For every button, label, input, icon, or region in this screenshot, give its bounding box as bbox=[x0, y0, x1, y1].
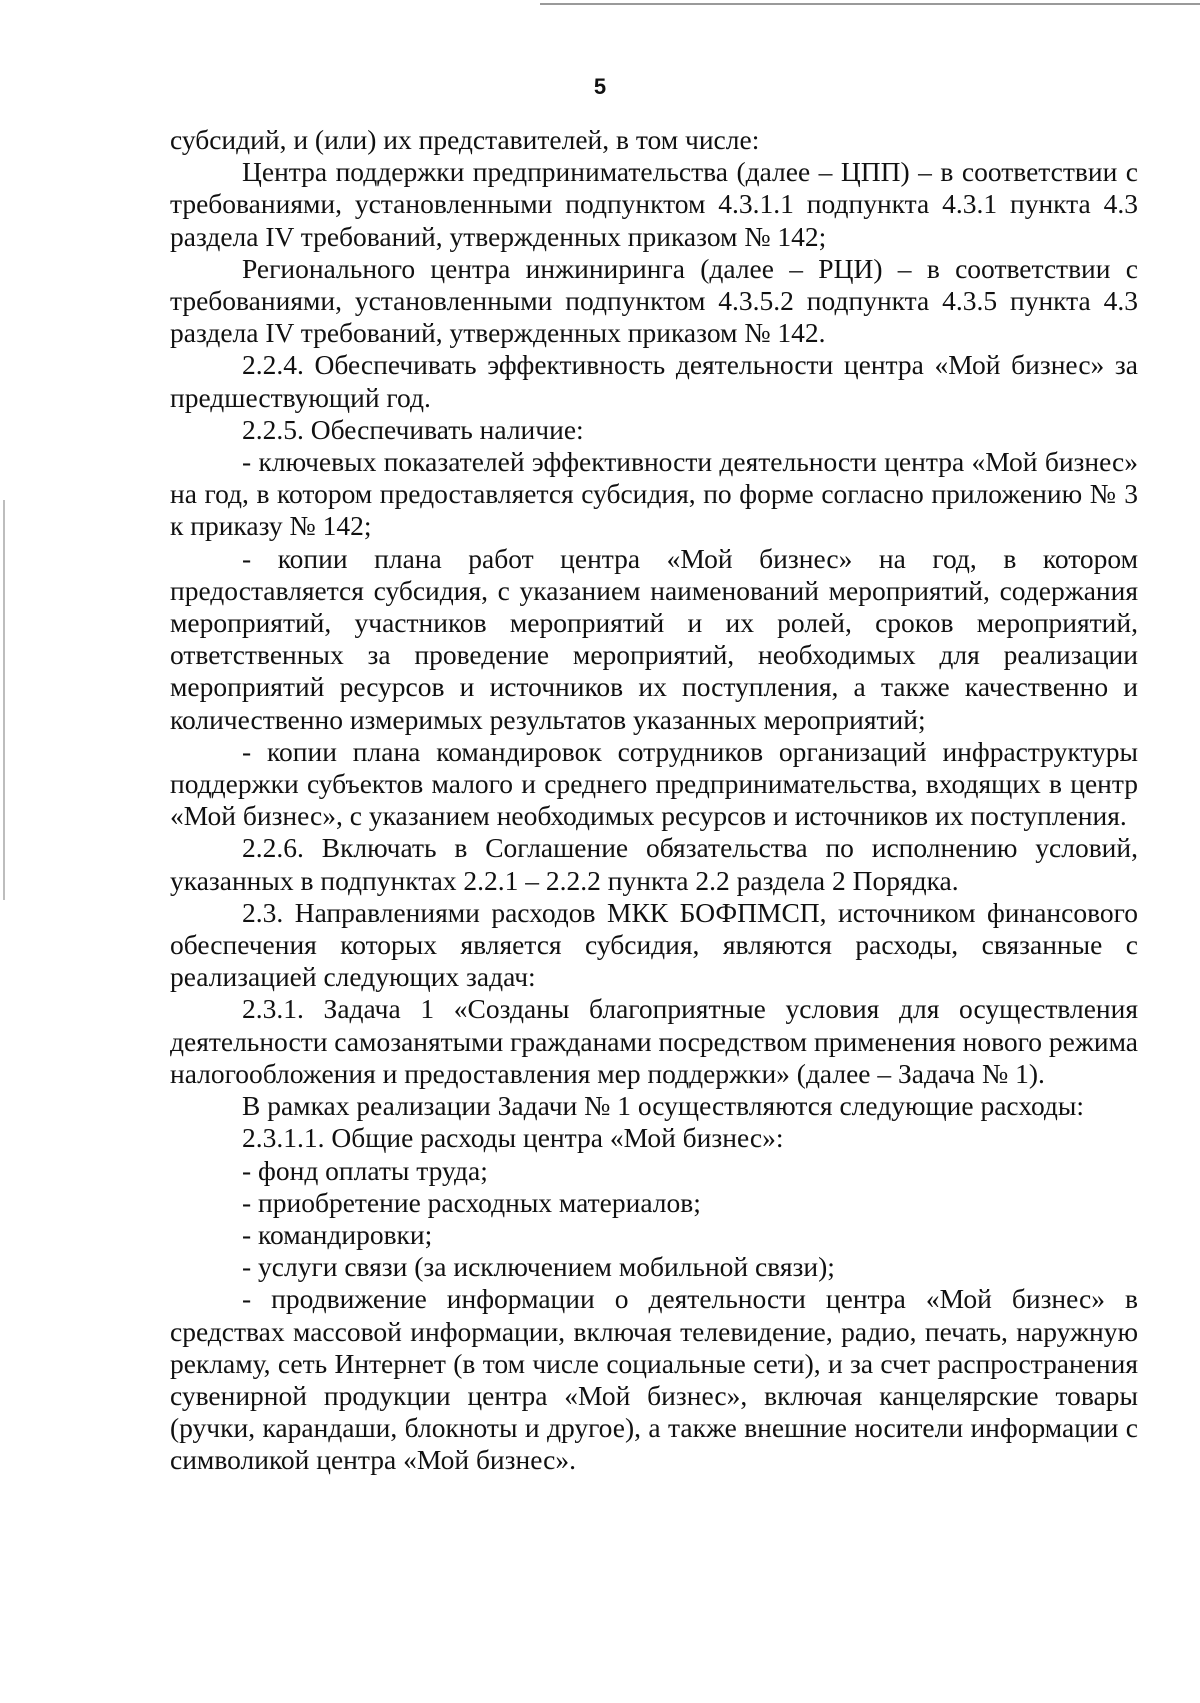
paragraph-rci: Регионального центра инжиниринга (далее – РЦИ) – в соответствии с требованиями, установленными подпунктом 4.3.5.2 подпункта 4.3.5 пункта 4.3 раздела IV требований, утвержденных приказом № 142. bbox=[170, 252, 1138, 349]
paragraph-cpp: Центра поддержки предпринимательства (далее – ЦПП) – в соответствии с требованиями, установленными подпунктом 4.3.1.1 подпункта 4.3.1 пункта 4.3 раздела IV требований, утвержденных приказом № 142; bbox=[170, 156, 1138, 252]
paragraph-task-expenses: В рамках реализации Задачи № 1 осуществляются следующие расходы: bbox=[242, 1090, 1085, 1122]
paragraph-2-3-1-1: 2.3.1.1. Общие расходы центра «Мой бизнес»: bbox=[242, 1122, 784, 1154]
paragraph-2-3: 2.3. Направлениями расходов МКК БОФПМСП, источником финансового обеспечения которых является субсидия, являются расходы, связанные с реализацией следующих задач: bbox=[170, 896, 1138, 993]
page-number: 5 bbox=[593, 74, 607, 99]
list-item-business-trips: - командировки; bbox=[242, 1218, 433, 1250]
scan-border-top bbox=[540, 3, 1200, 5]
paragraph-2-2-5: 2.2.5. Обеспечивать наличие: bbox=[242, 413, 584, 445]
list-item-kpi: - ключевых показателей эффективности деятельности центра «Мой бизнес» на год, в котором предоставляется субсидия, по форме согласно приложению № 3 к приказу № 142; bbox=[170, 446, 1138, 542]
list-item-work-plan: - копии плана работ центра «Мой бизнес» на год, в котором предоставляется субсидия, с указанием наименований мероприятий, содержания мероприятий, участников мероприятий и их ролей, сроков мероприятий, ответственных за проведение мероприятий, необходимых для реализации мероприятий ресурсов и источников их поступления, а также качественно и количественно измеримых результатов указанных мероприятий; bbox=[170, 542, 1138, 735]
list-item-communications: - услуги связи (за исключением мобильной связи); bbox=[242, 1251, 835, 1283]
paragraph-2-2-6: 2.2.6. Включать в Соглашение обязательства по исполнению условий, указанных в подпунктах 2.2.1 – 2.2.2 пункта 2.2 раздела 2 Порядка. bbox=[170, 832, 1138, 896]
list-item-payroll: - фонд оплаты труда; bbox=[242, 1154, 488, 1186]
paragraph-2-2-4: 2.2.4. Обеспечивать эффективность деятельности центра «Мой бизнес» за предшествующий год. bbox=[170, 349, 1138, 413]
document-body bbox=[170, 124, 1138, 1477]
list-item-promotion: - продвижение информации о деятельности центра «Мой бизнес» в средствах массовой информации, включая телевидение, радио, печать, наружную рекламу, сеть Интернет (в том числе социальные сети), и за счет распространения сувенирной продукции центра «Мой бизнес», включая канцелярские товары (ручки, карандаши, блокноты и другое), а также внешние носители информации с символикой центра «Мой бизнес». bbox=[170, 1283, 1138, 1476]
paragraph-2-3-1: 2.3.1. Задача 1 «Созданы благоприятные условия для осуществления деятельности самозанятыми гражданами посредством применения нового режима налогообложения и предоставления мер поддержки» (далее – Задача № 1). bbox=[170, 993, 1138, 1089]
scan-border-left bbox=[3, 500, 5, 900]
list-item-travel-plan: - копии плана командировок сотрудников организаций инфраструктуры поддержки субъектов малого и среднего предпринимательства, входящих в центр «Мой бизнес», с указанием необходимых ресурсов и источников их поступления. bbox=[170, 735, 1138, 832]
paragraph-continuation: субсидий, и (или) их представителей, в том числе: bbox=[170, 124, 760, 155]
list-item-consumables: - приобретение расходных материалов; bbox=[242, 1186, 701, 1218]
